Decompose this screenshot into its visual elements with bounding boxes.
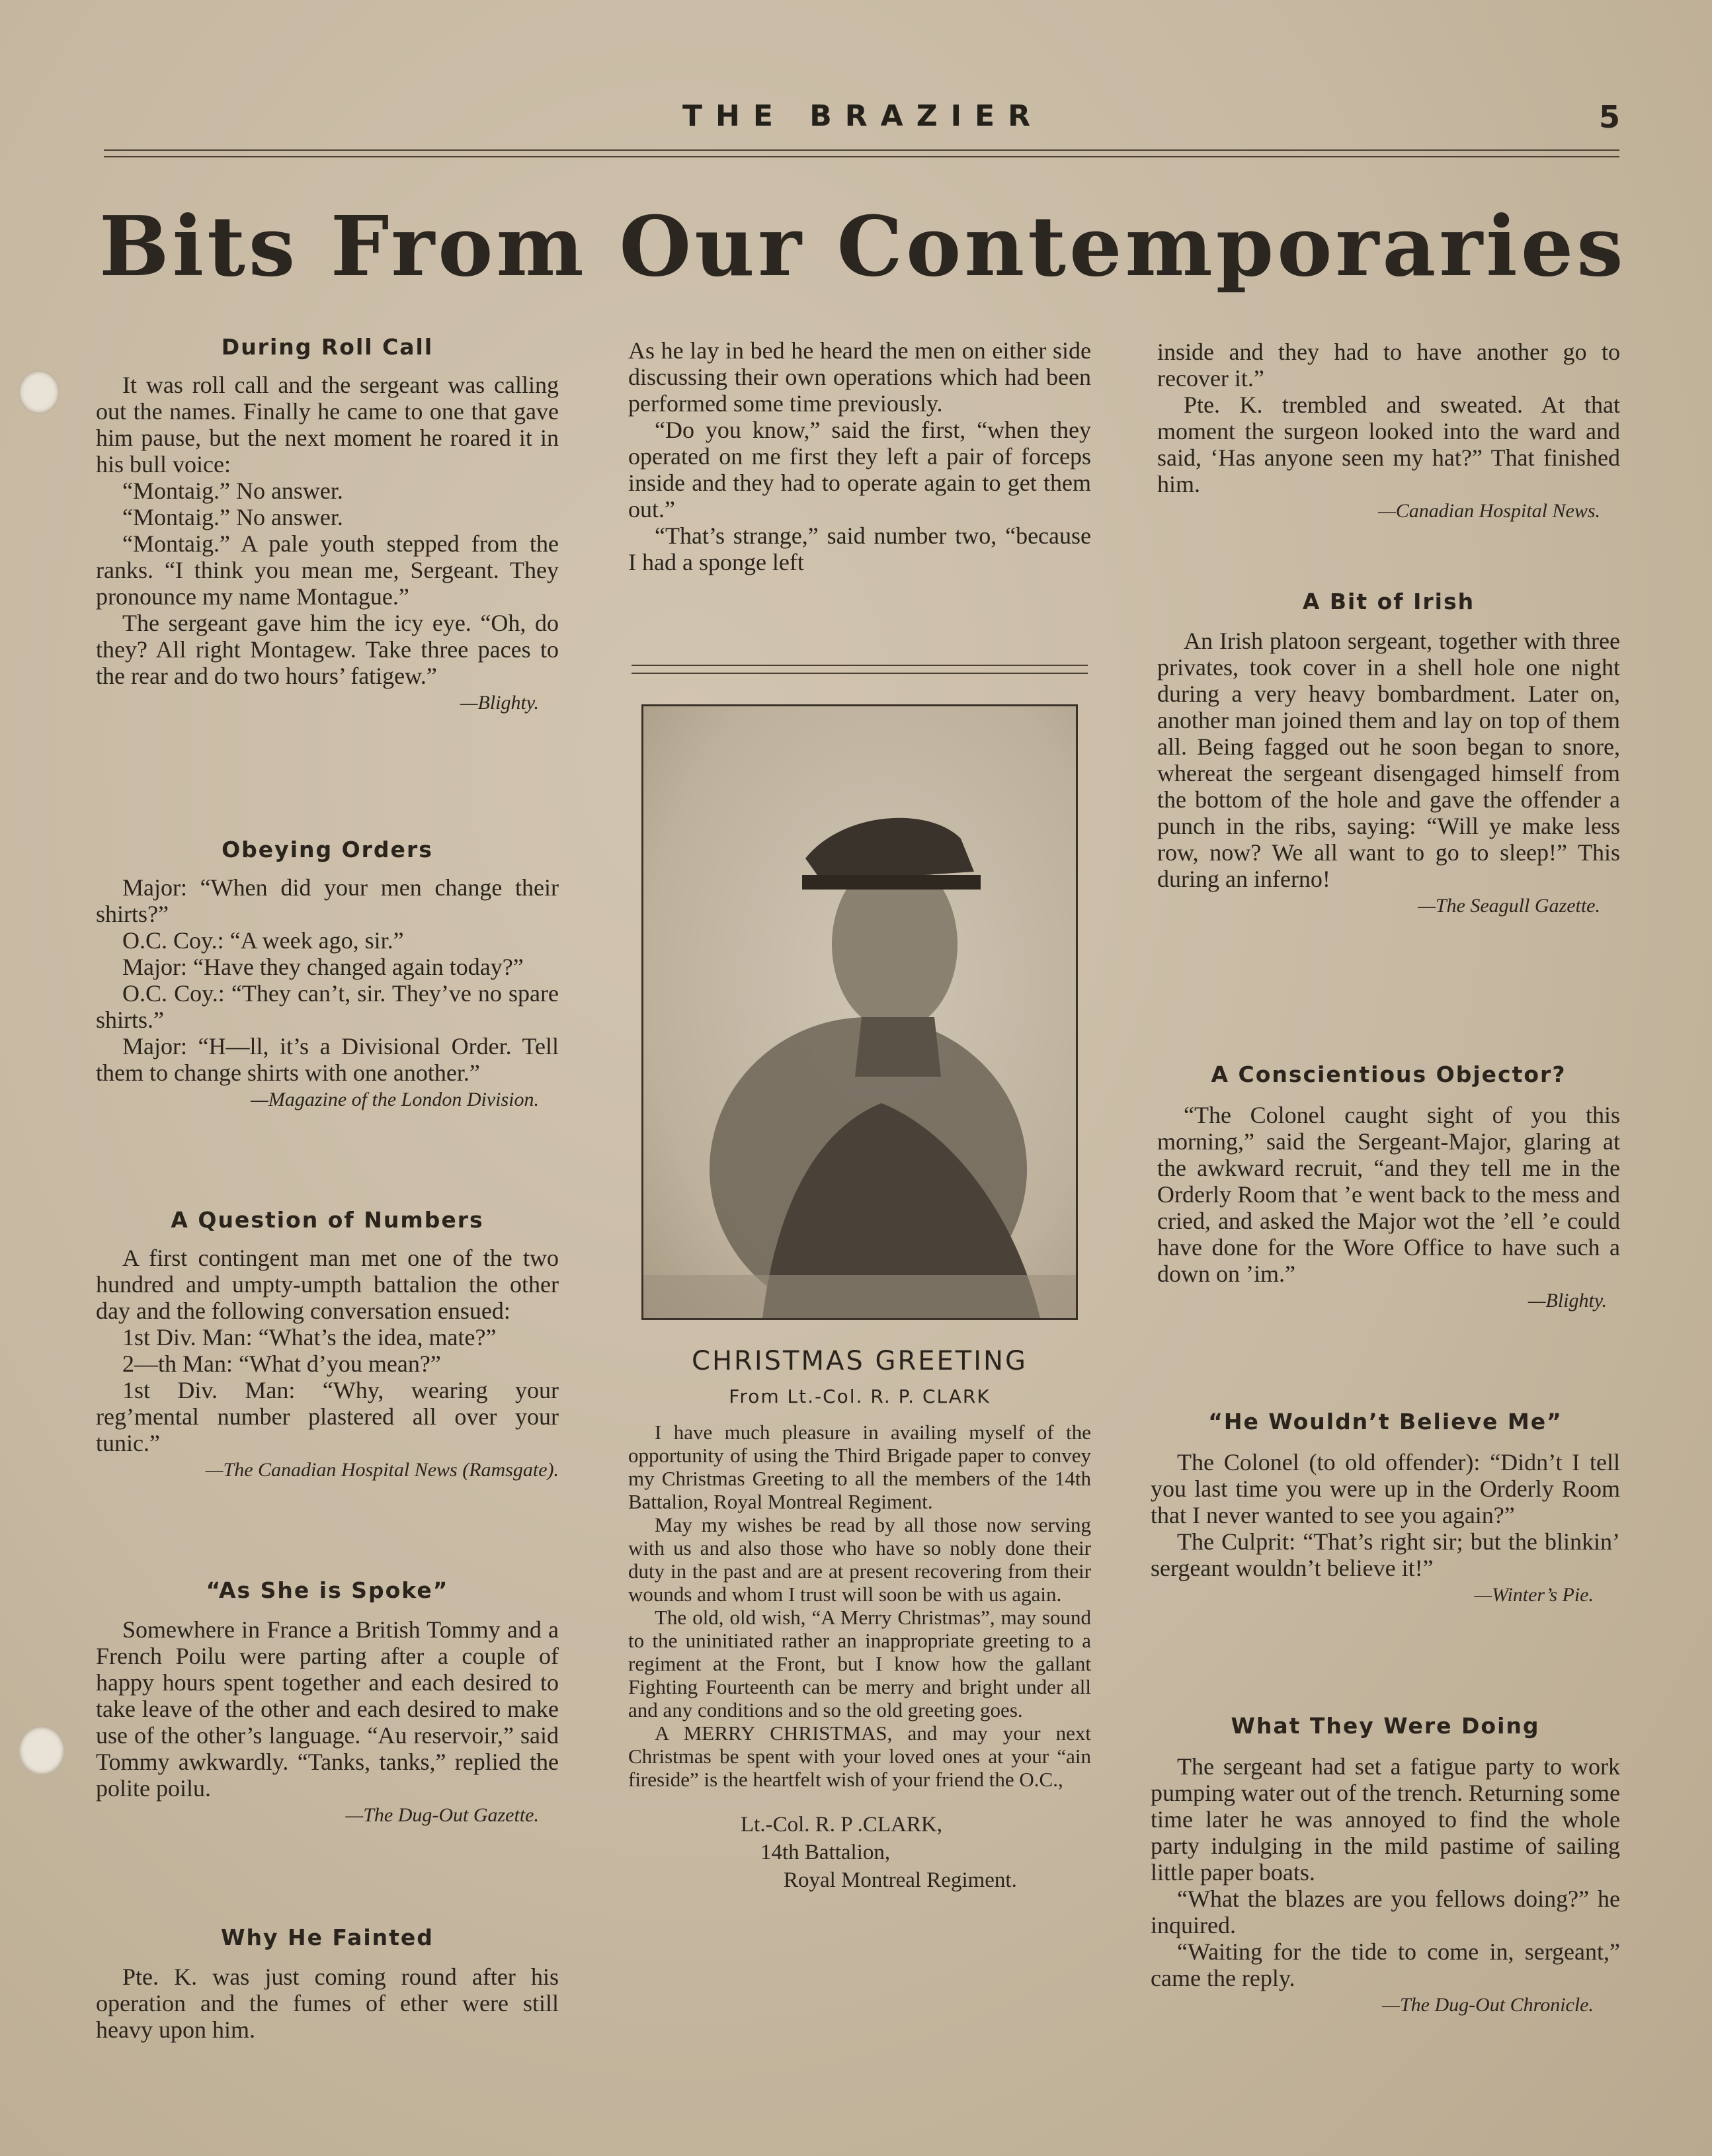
signature-line: Royal Montreal Regiment. (784, 1868, 1017, 1892)
paragraph: “What the blazes are you fellows doing?” he inquired. (1151, 1886, 1620, 1938)
article-title: “As She is Spoke” (206, 1577, 449, 1603)
greeting-body (628, 1421, 1091, 1791)
paragraph: “Montaig.” No answer. (122, 477, 343, 504)
headline: Bits From Our Contemporaries (99, 198, 1627, 295)
article-body (1151, 1449, 1620, 1581)
article-body (96, 1964, 559, 2043)
paragraph: inside and they had to have another go to recover it.” (1157, 339, 1620, 392)
paragraph: O.C. Coy.: “They can’t, sir. They’ve no spare shirts.” (96, 980, 559, 1033)
article-he-wouldnt-believe-me (1151, 1409, 1620, 1606)
header-rule-bottom (104, 156, 1619, 157)
article-question-of-numbers (96, 1207, 559, 1481)
paragraph: The sergeant had set a fatigue party to work pumping water out of the trench. Returning some time later he was annoyed to find the whole party indulging in the mild pastime of sailing little paper boats. (1151, 1753, 1620, 1886)
paragraph: 1st Div. Man: “Why, wearing your reg’mental number plastered all over your tunic.” (96, 1377, 559, 1456)
greeting-from: From Lt.-Col. R. P. CLARK (729, 1386, 991, 1407)
paragraph: “Montaig.” No answer. (122, 504, 343, 530)
signature-line: 14th Battalion, (760, 1841, 891, 1864)
article-title: A Question of Numbers (171, 1207, 484, 1233)
article-why-he-fainted-end (1157, 339, 1620, 522)
article-title: Obeying Orders (222, 837, 433, 862)
portrait-photo (641, 704, 1078, 1320)
article-why-he-fainted-continued (628, 337, 1091, 575)
christmas-greeting (628, 1346, 1091, 1894)
paragraph: The sergeant gave him the icy eye. “Oh, do they? All right Montagew. Take three paces to the rear and do two hours’ fatigew.” (96, 610, 559, 689)
article-bit-of-irish (1157, 589, 1620, 917)
article-title: A Bit of Irish (1302, 589, 1475, 614)
paragraph: A first contingent man met one of the two hundred and umpty-umpth battalion the other day and the following conversation ensued: (96, 1245, 559, 1324)
article-title: “He Wouldn’t Believe Me” (1208, 1409, 1563, 1434)
page-header (106, 99, 1620, 139)
article-source: —Winter’s Pie. (1474, 1584, 1594, 1606)
article-title: What They Were Doing (1231, 1713, 1540, 1739)
article-title: A Conscientious Objector? (1211, 1061, 1567, 1087)
header-rule-top (104, 149, 1619, 151)
article-source: —Blighty. (1528, 1290, 1607, 1311)
paragraph: Major: “When did your men change their shirts?” (96, 874, 559, 927)
greeting-signature (628, 1811, 1091, 1894)
article-conscientious-objector (1157, 1061, 1620, 1312)
page-number: 5 (1598, 99, 1620, 135)
signature-line: Lt.-Col. R. P .CLARK, (741, 1813, 942, 1837)
punch-hole-top (19, 370, 60, 414)
paragraph: “Waiting for the tide to come in, sergeant,” came the reply. (1151, 1938, 1620, 1991)
article-roll-call (96, 334, 559, 714)
paragraph: The Culprit: “That’s right sir; but the blinkin’ sergeant wouldn’t believe it!” (1151, 1528, 1620, 1581)
paragraph: Major: “H—ll, it’s a Divisional Order. Tell them to change shirts with one another.” (96, 1033, 559, 1086)
paragraph: 1st Div. Man: “What’s the idea, mate?” (122, 1324, 497, 1350)
paragraph: I have much pleasure in availing myself of the opportunity of using the Third Brigade paper to convey my Christmas Greeting to all the members of the 14th Battalion, Royal Montreal Regiment. (628, 1421, 1091, 1513)
paragraph: Somewhere in France a British Tommy and a French Poilu were parting after a couple of happy hours spent together and each desired to take leave of the other and each desired to make use of the other’s language. “Au reservoir,” said Tommy awkwardly. “Tanks, tanks,” replied the polite poilu. (96, 1616, 559, 1802)
paragraph: Pte. K. was just coming round after his operation and the fumes of ether were still heavy upon him. (96, 1964, 559, 2043)
article-source: —The Dug-Out Chronicle. (1382, 1994, 1594, 2016)
running-title: THE BRAZIER (682, 99, 1043, 133)
article-body (1151, 1753, 1620, 1991)
article-body (1157, 628, 1620, 892)
article-why-he-fainted (96, 1925, 559, 2043)
article-source: —The Canadian Hospital News (Ramsgate). (205, 1459, 559, 1481)
paragraph: As he lay in bed he heard the men on either side discussing their own operations which had been performed some time previously. (628, 337, 1091, 417)
greeting-title: CHRISTMAS GREETING (692, 1346, 1028, 1376)
paragraph: “The Colonel caught sight of you this morning,” said the Sergeant-Major, glaring at the awkward recruit, “and they tell me in the Orderly Room that ’e went back to the mess and cried, and asked the Major wot the ’ell ’e could have done for the Wore Office to have such a down on ’im.” (1157, 1102, 1620, 1287)
paragraph: Pte. K. trembled and sweated. At that moment the surgeon looked into the ward and said, ‘Has anyone seen my hat?” That finished him. (1157, 392, 1620, 497)
article-body (1157, 339, 1620, 497)
article-source: —The Dug-Out Gazette. (345, 1804, 539, 1826)
article-body (628, 337, 1091, 575)
paragraph: O.C. Coy.: “A week ago, sir.” (122, 927, 404, 954)
paragraph: An Irish platoon sergeant, together with three privates, took cover in a shell hole one night during a very heavy bombardment. Later on, another man joined them and lay on top of them all. Being fagged out he soon began to snore, whereat the sergeant disengaged himself from the bottom of the hole and gave the offender a punch in the ribs, saying: “Will ye make less row, now? We all want to go to sleep!” This during an inferno! (1157, 628, 1620, 892)
paragraph: May my wishes be read by all those now serving with us and also those who have so nobly done their duty in the past and are at present recovering from their wounds and whom I trust will soon be with us again. (628, 1513, 1091, 1606)
paragraph: “That’s strange,” said number two, “because I had a sponge left (628, 522, 1091, 575)
article-title: During Roll Call (221, 334, 434, 360)
paragraph: Major: “Have they changed again today?” (122, 954, 524, 980)
article-source: —Canadian Hospital News. (1378, 500, 1600, 522)
article-source: —Magazine of the London Division. (251, 1089, 539, 1110)
article-body (96, 1245, 559, 1456)
paragraph: 2—th Man: “What d’you mean?” (122, 1350, 441, 1377)
article-body (96, 372, 559, 689)
article-body (96, 1616, 559, 1802)
punch-hole-bottom (19, 1726, 65, 1775)
paragraph: The old, old wish, “A Merry Christmas”, may sound to the uninitiated rather an inappropriate greeting to a regiment at the Front, but I know how the gallant Fighting Fourteenth can be merry and bright under all and any conditions and so the old greeting goes. (628, 1606, 1091, 1721)
article-what-they-were-doing (1151, 1713, 1620, 2016)
paragraph: “Do you know,” said the first, “when they operated on me first they left a pair of forceps inside and they had to operate again to get them out.” (628, 417, 1091, 522)
article-obeying-orders (96, 837, 559, 1111)
paragraph: “Montaig.” A pale youth stepped from the ranks. “I think you mean me, Sergeant. They pronounce my name Montague.” (96, 530, 559, 610)
paragraph: A MERRY CHRISTMAS, and may your next Christmas be spent with your loved ones at your “ain fireside” is the heartfelt wish of your friend the O.C., (628, 1721, 1091, 1791)
article-as-she-is-spoke (96, 1577, 559, 1827)
section-divider (632, 665, 1088, 674)
paragraph: It was roll call and the sergeant was calling out the names. Finally he came to one that gave him pause, but the next moment he roared it in his bull voice: (96, 372, 559, 477)
paragraph: The Colonel (to old offender): “Didn’t I tell you last time you were up in the Orderly Room that I never wanted to see you again?” (1151, 1449, 1620, 1528)
article-title: Why He Fainted (221, 1925, 434, 1950)
article-source: —The Seagull Gazette. (1418, 895, 1600, 917)
article-body (96, 874, 559, 1086)
article-body (1157, 1102, 1620, 1287)
article-source: —Blighty. (460, 692, 539, 714)
officer-portrait-image (643, 706, 1076, 1318)
